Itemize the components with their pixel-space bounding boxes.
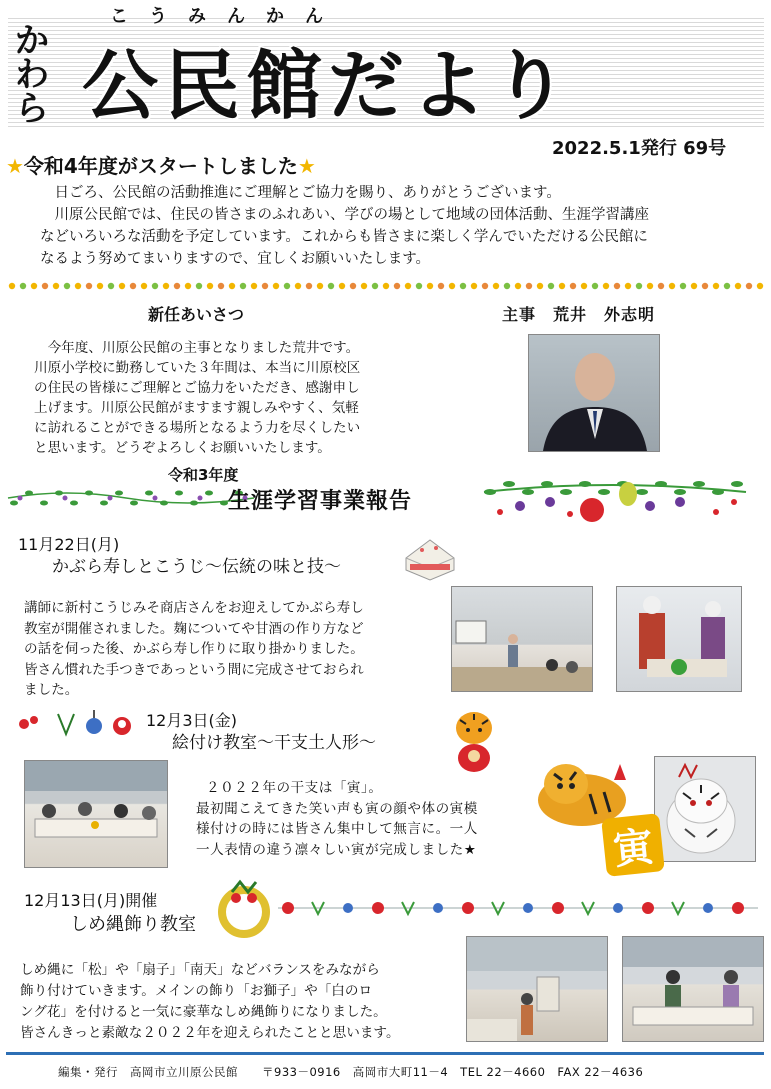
new-year-ornaments-icon [14, 708, 132, 738]
event3-photo-making [622, 936, 764, 1042]
divider-dot [141, 283, 147, 289]
vine-berry [63, 496, 68, 501]
grape-icon [515, 501, 525, 511]
vine-leaf [130, 501, 138, 506]
pear-icon [619, 482, 637, 506]
garland-leaf [503, 481, 515, 487]
tiger-figurine-white-icon [655, 757, 755, 861]
footer-divider [6, 1052, 764, 1055]
berry-icon [713, 509, 719, 515]
staff-photo [528, 334, 660, 452]
divider-dot [328, 283, 334, 289]
report-title: 生涯学習事業報告 [228, 489, 413, 514]
divider-dot [658, 283, 664, 289]
divider-dot [471, 283, 477, 289]
spinning-top-icon [523, 903, 533, 913]
divider-dot [306, 283, 312, 289]
event2-date: 12月3日(金) [146, 711, 238, 730]
divider-dot [669, 283, 675, 289]
grape-icon [645, 501, 655, 511]
garland-leaf [712, 489, 724, 495]
divider-dot [86, 283, 92, 289]
divider-dot [504, 283, 510, 289]
garland-leaf [674, 489, 686, 495]
staff-name: 主事 荒井 外志明 [502, 305, 656, 324]
kawara-char-1: か [15, 21, 49, 61]
divider-dot [548, 283, 554, 289]
divider-dot [757, 283, 763, 289]
divider-dot [614, 283, 620, 289]
divider-dot [119, 283, 125, 289]
divider-dot [372, 283, 378, 289]
vine-leaf [115, 491, 123, 496]
event2-title: 絵付け教室～干支土人形～ [172, 733, 376, 753]
divider-dot [108, 283, 114, 289]
greeting-title: 新任あいさつ [148, 305, 245, 324]
event2-body: ２０２２年の干支は「寅」。 最初聞こえてきた笑い声も寅の顔や体の寅模 様付けの時には皆さん集中して無言に。一人 一人表情の違う凛々しい寅が完成しました★ [196, 780, 478, 858]
kabura-sushi-icon [402, 536, 458, 582]
divider-dot [746, 283, 752, 289]
vine-berry [153, 496, 158, 501]
divider-dot [636, 283, 642, 289]
divider-dot [603, 283, 609, 289]
wreath-class-icon [467, 937, 607, 1041]
berry-icon [497, 509, 503, 515]
event1-date: 11月22日(月) [18, 535, 120, 554]
vine-leaf [145, 491, 153, 496]
garland-leaf [598, 489, 610, 495]
divider-dot [207, 283, 213, 289]
plum-flower-icon [462, 902, 474, 914]
grape-icon [545, 497, 555, 507]
divider-dot [174, 283, 180, 289]
divider-dot [262, 283, 268, 289]
star-icon: ★ [6, 154, 24, 178]
divider-dot [559, 283, 565, 289]
vine-berry [198, 496, 203, 501]
divider-dot [42, 283, 48, 289]
divider-dot [592, 283, 598, 289]
painting-class-icon [25, 761, 167, 867]
plum-flower-icon [552, 902, 564, 914]
event3-body: しめ縄に「松」や「扇子」「南天」などバランスをみながら 飾り付けていきます。メインの飾り「お獅子」や「白のロ ング花」を付けると一気に豪華なしめ縄飾りになりました。 皆さんきっと素敵な２０２２年を迎えられたことと思います。 [20, 962, 400, 1041]
vine-leaf [205, 491, 213, 496]
divider-dot [427, 283, 433, 289]
divider-dot [64, 283, 70, 289]
greeting-body: 今年度、川原公民館の主事となりました荒井です。 川原小学校に勤務していた３年間は、本当に川原校区 の住民の皆様にご理解とご協力をいただき、感謝申し 上げます。川原公民館がますます親しみやすく、気軽 に訪れることができる場所となるよう力を尽くしたい と思います。どうぞよろしくお願いいたします。 [34, 340, 361, 456]
garland-leaf [655, 481, 667, 487]
vine-leaf [100, 501, 108, 506]
divider-dot [493, 283, 499, 289]
apple-icon [580, 498, 604, 522]
vine-leaf [10, 501, 18, 506]
event2-photo-tiger-white [654, 756, 756, 862]
section-start-body: 日ごろ、公民館の活動推進にご理解とご協力を賜り、ありがとうございます。 川原公民館では、住民の皆さまのふれあい、学びの場として地域の団体活動、生涯学習講座 などいろいろな活動を予定しています。これからも皆さまに楽しく学んでいただける公民館に なるよう努めてまいりますので、宜しくお願いいたします。 [40, 185, 649, 267]
divider-dot [625, 283, 631, 289]
vine-berry [18, 496, 23, 501]
event3-title: しめ縄飾り教室 [70, 914, 196, 935]
divider-dot [20, 283, 26, 289]
plum-flower-icon [732, 902, 744, 914]
divider-dot [724, 283, 730, 289]
divider-dot [482, 283, 488, 289]
vine-left-decoration [6, 484, 256, 510]
divider-dot [405, 283, 411, 289]
divider-dot [394, 283, 400, 289]
divider-dot [691, 283, 697, 289]
plum-flower-icon [282, 902, 294, 914]
event1-photo-cooking [616, 586, 742, 692]
divider-dot [75, 283, 81, 289]
vine-leaf [40, 501, 48, 506]
divider-dot [284, 283, 290, 289]
issue-info: 2022.5.1発行 69号 [552, 138, 727, 159]
wreath-making-icon [623, 937, 763, 1041]
vine-berry [108, 496, 113, 501]
vine-leaf [220, 501, 228, 506]
person-portrait-icon [529, 335, 659, 451]
ornament-row-decoration [278, 898, 758, 918]
tiger-mascot-icon [450, 706, 498, 774]
title-ruby: こうみんかん [110, 6, 344, 27]
berry-icon [567, 511, 573, 517]
garland-leaf [484, 489, 496, 495]
event1-photo-classroom [451, 586, 593, 692]
divider-dot [251, 283, 257, 289]
divider-dot [460, 283, 466, 289]
divider-dot [152, 283, 158, 289]
divider-dot [9, 283, 15, 289]
divider-dot [229, 283, 235, 289]
vine-leaf [160, 501, 168, 506]
kawara-char-3: ら [15, 89, 49, 129]
section-start-title: ★令和4年度がスタートしました★ [6, 154, 316, 178]
garland-leaf [522, 489, 534, 495]
spinning-top-icon [433, 903, 443, 913]
divider-dot [383, 283, 389, 289]
event2-photo-class [24, 760, 168, 868]
report-year: 令和3年度 [168, 466, 239, 484]
star-icon: ★ [297, 154, 316, 178]
footer-contact: 編集・発行 高岡市立川原公民館 〒933－0916 高岡市大町11－4 TEL 22－4660 FAX 22－4636 [58, 1065, 644, 1079]
divider-dot [680, 283, 686, 289]
garland-leaf [693, 481, 705, 487]
spinning-top-icon [703, 903, 713, 913]
divider-dot [317, 283, 323, 289]
vine-leaf [55, 491, 63, 496]
divider-dot [438, 283, 444, 289]
garland-leaf [541, 481, 553, 487]
vine-leaf [85, 491, 93, 496]
fruit-garland-decoration [480, 472, 750, 524]
event1-body: 講師に新村こうじみそ商店さんをお迎えしてかぶら寿し 教室が開催されました。麹についてや甘酒の作り方など の話を伺った後、かぶら寿し作りに取り掛かりました。 皆さん慣れた手つきであっという間に完成させておられ ました。 [24, 600, 364, 698]
vine-leaf [175, 491, 183, 496]
spinning-top-icon [343, 903, 353, 913]
divider-dot [53, 283, 59, 289]
classroom-scene-icon [452, 587, 592, 691]
divider-dot [735, 283, 741, 289]
garland-leaf [731, 481, 743, 487]
event3-date: 12月13日(月)開催 [24, 891, 158, 910]
cooking-scene-icon [617, 587, 741, 691]
divider-dot [537, 283, 543, 289]
dotted-divider [6, 280, 764, 292]
divider-dot [31, 283, 37, 289]
spinning-top-icon [613, 903, 623, 913]
divider-dot [196, 283, 202, 289]
divider-dot [350, 283, 356, 289]
divider-dot [361, 283, 367, 289]
grape-icon [675, 497, 685, 507]
divider-dot [570, 283, 576, 289]
divider-dot [702, 283, 708, 289]
event1-title: かぶら寿しとこうじ～伝統の味と技～ [52, 557, 341, 577]
tiger-kanji-badge: 寅 [601, 813, 665, 877]
vine-leaf [190, 501, 198, 506]
vine-leaf [25, 491, 33, 496]
divider-dot [647, 283, 653, 289]
garland-leaf [560, 489, 572, 495]
divider-dot [416, 283, 422, 289]
divider-dot [163, 283, 169, 289]
divider-dot [713, 283, 719, 289]
kawara-char-2: わ [15, 55, 49, 95]
divider-dot [339, 283, 345, 289]
divider-dot [449, 283, 455, 289]
event3-photo-room [466, 936, 608, 1042]
newsletter-title: 公民館だより [82, 41, 574, 130]
berry-icon [731, 499, 737, 505]
divider-dot [515, 283, 521, 289]
divider-dot [273, 283, 279, 289]
divider-dot [218, 283, 224, 289]
garland-leaf [579, 481, 591, 487]
divider-dot [185, 283, 191, 289]
divider-dot [295, 283, 301, 289]
divider-dot [130, 283, 136, 289]
divider-dot [526, 283, 532, 289]
divider-dot [581, 283, 587, 289]
plum-flower-icon [372, 902, 384, 914]
garland-leaf [636, 489, 648, 495]
plum-flower-icon [642, 902, 654, 914]
divider-dot [97, 283, 103, 289]
vine-leaf [70, 501, 78, 506]
shimenawa-wreath-icon [212, 876, 276, 942]
divider-dot [240, 283, 246, 289]
